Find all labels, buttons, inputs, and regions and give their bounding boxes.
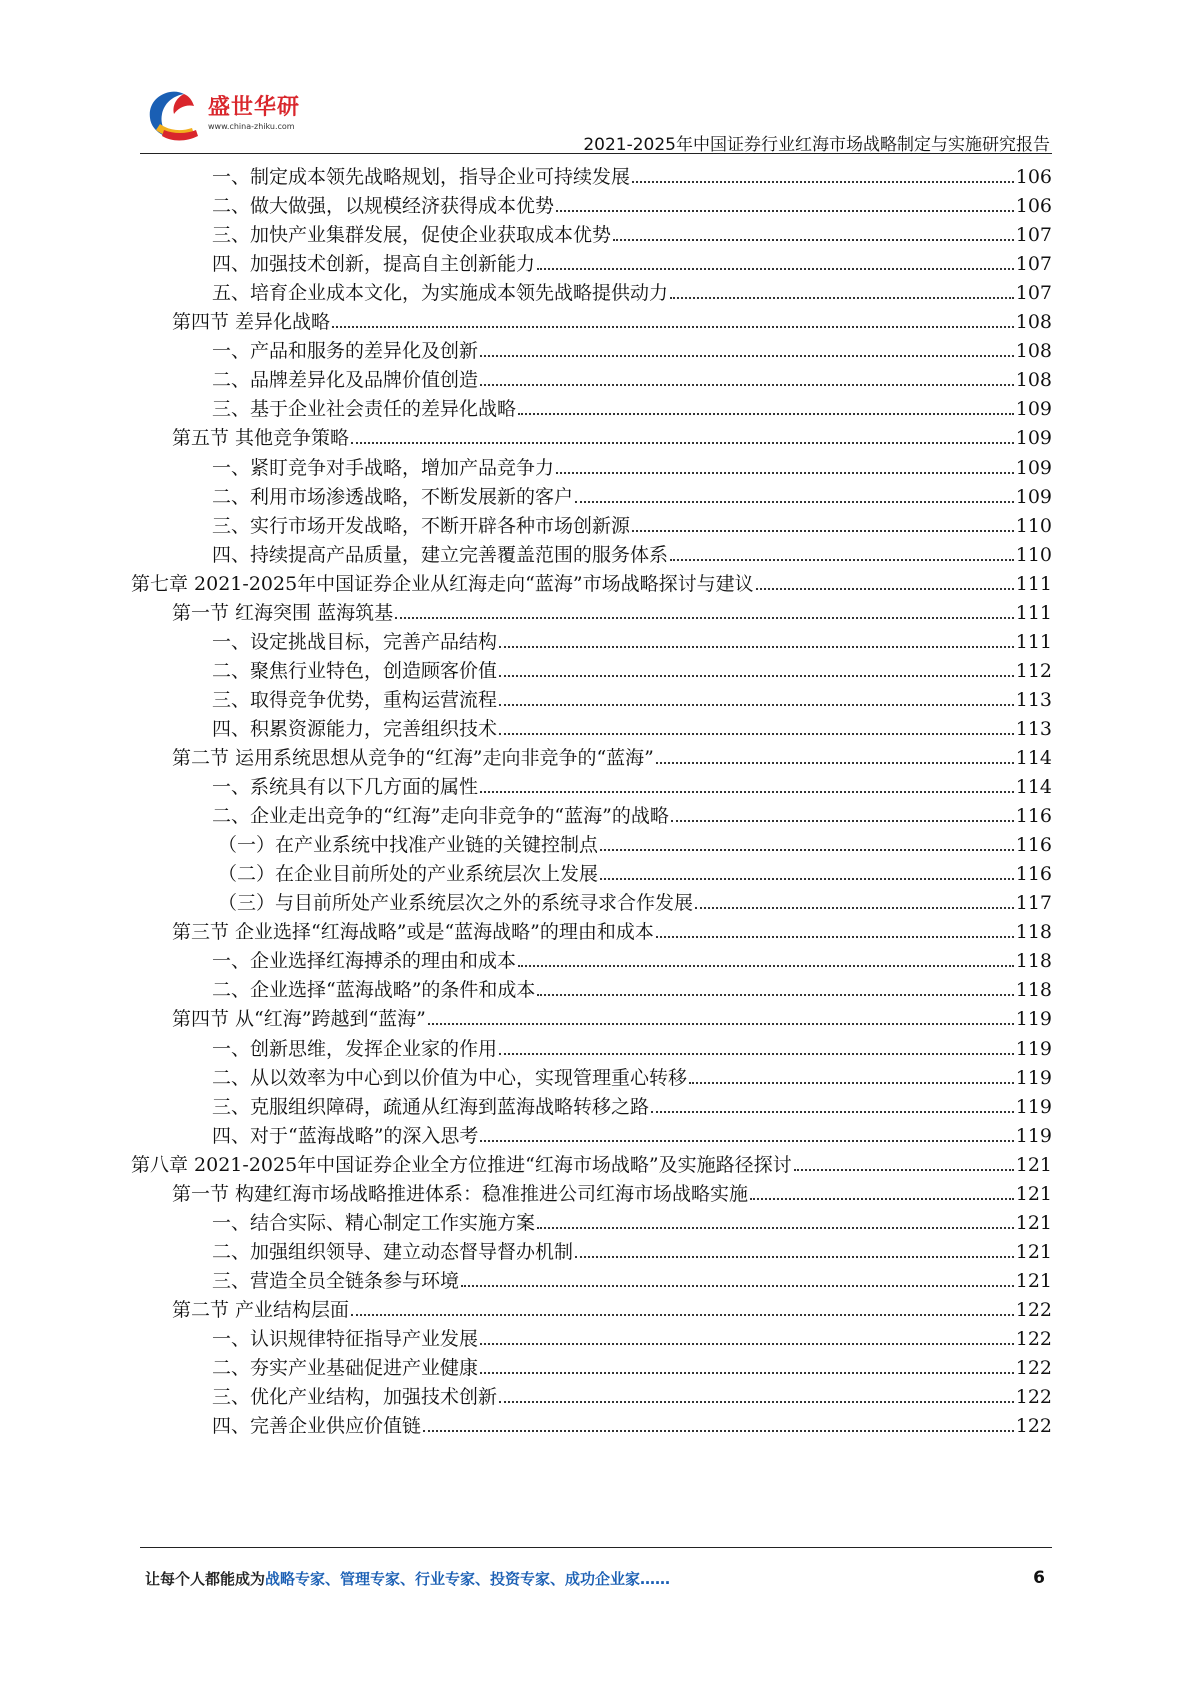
toc-dot-leader bbox=[695, 907, 1014, 909]
toc-dot-leader bbox=[499, 1053, 1014, 1055]
toc-dot-leader bbox=[794, 1169, 1014, 1171]
toc-entry-title: 二、从以效率为中心到以价值为中心，实现管理重心转移 bbox=[212, 1067, 688, 1089]
toc-dot-leader bbox=[671, 820, 1014, 822]
footer-divider bbox=[140, 1547, 1052, 1548]
toc-entry[interactable] bbox=[212, 1234, 1052, 1264]
toc-entry-title: 二、企业走出竞争的“红海”走向非竞争的“蓝海”的战略 bbox=[212, 805, 669, 827]
toc-entry[interactable] bbox=[212, 333, 1052, 363]
toc-entry-page: 111 bbox=[1015, 573, 1052, 595]
toc-entry-page: 121 bbox=[1015, 1212, 1052, 1234]
toc-entry[interactable] bbox=[212, 391, 1052, 421]
toc-entry[interactable] bbox=[172, 1001, 1052, 1031]
toc-entry[interactable] bbox=[212, 246, 1052, 276]
toc-dot-leader bbox=[423, 1430, 1014, 1432]
toc-dot-leader bbox=[556, 210, 1014, 212]
toc-entry-title: 第四节 从“红海”跨越到“蓝海” bbox=[172, 1008, 426, 1030]
toc-entry-title: 四、持续提高产品质量，建立完善覆盖范围的服务体系 bbox=[212, 544, 669, 566]
toc-entry[interactable] bbox=[212, 450, 1052, 480]
toc-dot-leader bbox=[656, 762, 1014, 764]
toc-entry[interactable] bbox=[172, 914, 1052, 944]
toc-entry[interactable] bbox=[212, 275, 1052, 305]
toc-entry[interactable] bbox=[172, 595, 1052, 625]
toc-entry-page: 110 bbox=[1015, 544, 1052, 566]
toc-dot-leader bbox=[480, 384, 1014, 386]
toc-dot-leader bbox=[632, 181, 1014, 183]
toc-entry-page: 118 bbox=[1015, 979, 1052, 1001]
toc-entry-page: 118 bbox=[1015, 921, 1052, 943]
toc-entry-page: 109 bbox=[1015, 427, 1052, 449]
toc-entry-page: 122 bbox=[1015, 1299, 1052, 1321]
toc-entry-page: 122 bbox=[1015, 1386, 1052, 1408]
toc-dot-leader bbox=[480, 1343, 1014, 1345]
toc-entry-title: 三、取得竞争优势，重构运营流程 bbox=[212, 689, 498, 711]
toc-dot-leader bbox=[651, 1111, 1014, 1113]
toc-entry-page: 108 bbox=[1015, 340, 1052, 362]
toc-dot-leader bbox=[656, 936, 1014, 938]
toc-entry-title: 一、产品和服务的差异化及创新 bbox=[212, 340, 479, 362]
toc-entry-page: 113 bbox=[1015, 718, 1052, 740]
brand-url: www.china-zhiku.com bbox=[208, 122, 295, 131]
toc-entry-title: 一、认识规律特征指导产业发展 bbox=[212, 1328, 479, 1350]
toc-dot-leader bbox=[499, 646, 1014, 648]
toc-entry-page: 114 bbox=[1015, 747, 1052, 769]
toc-entry-title: 五、培育企业成本文化，为实施成本领先战略提供动力 bbox=[212, 282, 669, 304]
toc-entry-title: 四、完善企业供应价值链 bbox=[212, 1415, 422, 1437]
slogan-prefix: 让每个人都能成为 bbox=[145, 1570, 266, 1588]
toc-entry-title: 一、系统具有以下几方面的属性 bbox=[212, 776, 479, 798]
toc-entry-title: 三、加快产业集群发展，促使企业获取成本优势 bbox=[212, 224, 612, 246]
toc-entry-title: 第一节 红海突围 蓝海筑基 bbox=[172, 602, 394, 624]
slogan-highlight: 战略专家、管理专家、行业专家、投资专家、成功企业家…… bbox=[265, 1570, 671, 1588]
toc-entry-title: 第四节 差异化战略 bbox=[172, 311, 331, 333]
page-footer bbox=[145, 1568, 1045, 1594]
toc-entry-page: 111 bbox=[1015, 602, 1052, 624]
toc-entry-title: 第二节 产业结构层面 bbox=[172, 1299, 350, 1321]
toc-entry-title: 一、结合实际、精心制定工作实施方案 bbox=[212, 1212, 536, 1234]
toc-dot-leader bbox=[480, 355, 1014, 357]
toc-entry[interactable] bbox=[212, 943, 1052, 973]
toc-entry-page: 119 bbox=[1015, 1125, 1052, 1147]
toc-entry-title: 第一节 构建红海市场战略推进体系：稳准推进公司红海市场战略实施 bbox=[172, 1183, 749, 1205]
toc-entry[interactable] bbox=[212, 1118, 1052, 1148]
toc-entry-title: （一）在产业系统中找准产业链的关键控制点 bbox=[218, 834, 599, 856]
toc-dot-leader bbox=[575, 501, 1014, 503]
toc-entry[interactable] bbox=[212, 972, 1052, 1002]
toc-entry[interactable] bbox=[218, 856, 1052, 886]
toc-entry-page: 119 bbox=[1015, 1096, 1052, 1118]
toc-dot-leader bbox=[499, 733, 1014, 735]
toc-entry-page: 122 bbox=[1015, 1328, 1052, 1350]
toc-entry[interactable] bbox=[172, 1292, 1052, 1322]
toc-entry[interactable] bbox=[212, 769, 1052, 799]
toc-entry-title: 二、企业选择“蓝海战略”的条件和成本 bbox=[212, 979, 536, 1001]
toc-entry-page: 121 bbox=[1015, 1241, 1052, 1263]
toc-entry-title: 三、实行市场开发战略，不断开辟各种市场创新源 bbox=[212, 515, 631, 537]
toc-entry[interactable] bbox=[212, 1379, 1052, 1409]
toc-entry[interactable] bbox=[212, 1408, 1052, 1438]
logo-emblem-icon bbox=[140, 84, 210, 146]
toc-entry-title: 二、聚焦行业特色，创造顾客价值 bbox=[212, 660, 498, 682]
toc-dot-leader bbox=[670, 297, 1014, 299]
page-header bbox=[140, 78, 1050, 155]
toc-entry[interactable] bbox=[212, 1350, 1052, 1380]
toc-entry-title: 二、做大做强，以规模经济获得成本优势 bbox=[212, 195, 555, 217]
toc-entry-title: （三）与目前所处产业系统层次之外的系统寻求合作发展 bbox=[218, 892, 694, 914]
toc-entry[interactable] bbox=[212, 1089, 1052, 1119]
toc-entry-title: 二、夯实产业基础促进产业健康 bbox=[212, 1357, 479, 1379]
toc-dot-leader bbox=[499, 704, 1014, 706]
toc-entry-title: 二、加强组织领导、建立动态督导督办机制 bbox=[212, 1241, 574, 1263]
toc-entry[interactable] bbox=[172, 420, 1052, 450]
toc-entry-title: 四、积累资源能力，完善组织技术 bbox=[212, 718, 498, 740]
toc-entry-page: 119 bbox=[1015, 1008, 1052, 1030]
toc-entry-title: 第二节 运用系统思想从竞争的“红海”走向非竞争的“蓝海” bbox=[172, 747, 654, 769]
toc-entry[interactable] bbox=[212, 624, 1052, 654]
toc-entry-title: 二、品牌差异化及品牌价值创造 bbox=[212, 369, 479, 391]
toc-entry-page: 110 bbox=[1015, 515, 1052, 537]
toc-entry-title: 第五节 其他竞争策略 bbox=[172, 427, 350, 449]
toc-entry-title: 三、优化产业结构，加强技术创新 bbox=[212, 1386, 498, 1408]
toc-entry[interactable] bbox=[212, 653, 1052, 683]
toc-entry-page: 109 bbox=[1015, 486, 1052, 508]
toc-entry[interactable] bbox=[212, 537, 1052, 567]
toc-entry[interactable] bbox=[212, 798, 1052, 828]
toc-dot-leader bbox=[600, 849, 1014, 851]
toc-entry-title: 一、企业选择红海搏杀的理由和成本 bbox=[212, 950, 517, 972]
toc-dot-leader bbox=[480, 1372, 1014, 1374]
toc-dot-leader bbox=[632, 530, 1014, 532]
toc-entry-page: 116 bbox=[1015, 805, 1052, 827]
toc-entry-page: 106 bbox=[1015, 166, 1052, 188]
toc-entry-title: 第七章 2021-2025年中国证券企业从红海走向“蓝海”市场战略探讨与建议 bbox=[131, 573, 754, 595]
toc-entry-title: 二、利用市场渗透战略，不断发展新的客户 bbox=[212, 486, 574, 508]
toc-entry-page: 116 bbox=[1015, 834, 1052, 856]
toc-dot-leader bbox=[428, 1023, 1014, 1025]
toc-entry-page: 121 bbox=[1015, 1183, 1052, 1205]
toc-entry-title: 四、加强技术创新，提高自主创新能力 bbox=[212, 253, 536, 275]
toc-entry-title: 四、对于“蓝海战略”的深入思考 bbox=[212, 1125, 479, 1147]
toc-dot-leader bbox=[613, 239, 1014, 241]
toc-entry[interactable] bbox=[212, 1060, 1052, 1090]
toc-dot-leader bbox=[750, 1198, 1014, 1200]
toc-entry[interactable] bbox=[172, 740, 1052, 770]
toc-dot-leader bbox=[518, 965, 1014, 967]
toc-entry-title: 三、克服组织障碍，疏通从红海到蓝海战略转移之路 bbox=[212, 1096, 650, 1118]
toc-dot-leader bbox=[575, 1256, 1014, 1258]
toc-entry-page: 111 bbox=[1015, 631, 1052, 653]
toc-dot-leader bbox=[756, 588, 1014, 590]
toc-entry-title: 一、创新思维，发挥企业家的作用 bbox=[212, 1038, 498, 1060]
toc-dot-leader bbox=[499, 675, 1014, 677]
toc-entry[interactable] bbox=[218, 827, 1052, 857]
toc-dot-leader bbox=[395, 617, 1014, 619]
toc-entry-title: 一、紧盯竞争对手战略，增加产品竞争力 bbox=[212, 457, 555, 479]
toc-entry-page: 114 bbox=[1015, 776, 1052, 798]
toc-dot-leader bbox=[351, 442, 1014, 444]
toc-dot-leader bbox=[556, 472, 1014, 474]
toc-dot-leader bbox=[480, 1140, 1013, 1142]
toc-dot-leader bbox=[461, 1285, 1014, 1287]
toc-dot-leader bbox=[689, 1082, 1014, 1084]
toc-entry[interactable] bbox=[131, 1147, 1052, 1177]
toc-entry[interactable] bbox=[212, 1031, 1052, 1061]
toc-dot-leader bbox=[600, 878, 1014, 880]
toc-entry-page: 117 bbox=[1015, 892, 1052, 914]
toc-entry[interactable] bbox=[172, 1176, 1052, 1206]
toc-entry-page: 109 bbox=[1015, 457, 1052, 479]
toc-entry[interactable] bbox=[212, 508, 1052, 538]
toc-entry[interactable] bbox=[212, 1205, 1052, 1235]
report-title: 2021-2025年中国证券行业红海市场战略制定与实施研究报告 bbox=[583, 135, 1050, 155]
toc-entry-page: 119 bbox=[1015, 1067, 1052, 1089]
toc-entry-page: 118 bbox=[1015, 950, 1052, 972]
toc-dot-leader bbox=[518, 413, 1014, 415]
toc-entry[interactable] bbox=[172, 304, 1052, 334]
toc-entry-page: 119 bbox=[1015, 1038, 1052, 1060]
toc-entry-page: 108 bbox=[1015, 311, 1052, 333]
toc-entry[interactable] bbox=[212, 159, 1052, 189]
toc-entry-page: 108 bbox=[1015, 369, 1052, 391]
toc-entry[interactable] bbox=[212, 682, 1052, 712]
toc-dot-leader bbox=[670, 559, 1014, 561]
toc-entry-page: 112 bbox=[1015, 660, 1052, 682]
toc-entry-page: 121 bbox=[1015, 1270, 1052, 1292]
toc-dot-leader bbox=[537, 994, 1013, 996]
toc-entry[interactable] bbox=[212, 1263, 1052, 1293]
toc-entry-page: 122 bbox=[1015, 1415, 1052, 1437]
toc-entry[interactable] bbox=[212, 188, 1052, 218]
toc-entry-title: （二）在企业目前所处的产业系统层次上发展 bbox=[218, 863, 599, 885]
toc-entry[interactable] bbox=[212, 217, 1052, 247]
toc-entry-page: 109 bbox=[1015, 398, 1052, 420]
toc-entry[interactable] bbox=[212, 479, 1052, 509]
toc-entry-title: 第三节 企业选择“红海战略”或是“蓝海战略”的理由和成本 bbox=[172, 921, 654, 943]
toc-entry-title: 三、营造全员全链条参与环境 bbox=[212, 1270, 460, 1292]
page-number: 6 bbox=[1033, 1568, 1045, 1588]
toc-entry-page: 122 bbox=[1015, 1357, 1052, 1379]
company-logo bbox=[140, 84, 320, 144]
toc-entry-page: 121 bbox=[1015, 1154, 1052, 1176]
toc-entry[interactable] bbox=[218, 885, 1052, 915]
toc-entry-page: 107 bbox=[1015, 282, 1052, 304]
toc-entry-page: 116 bbox=[1015, 863, 1052, 885]
toc-dot-leader bbox=[332, 326, 1014, 328]
toc-dot-leader bbox=[351, 1314, 1014, 1316]
toc-entry-title: 三、基于企业社会责任的差异化战略 bbox=[212, 398, 517, 420]
toc-entry-title: 一、制定成本领先战略规划，指导企业可持续发展 bbox=[212, 166, 631, 188]
header-divider bbox=[140, 153, 1052, 154]
toc-dot-leader bbox=[537, 268, 1014, 270]
toc-entry[interactable] bbox=[131, 566, 1052, 596]
toc-entry-title: 第八章 2021-2025年中国证券企业全方位推进“红海市场战略”及实施路径探讨 bbox=[131, 1154, 792, 1176]
toc-entry-page: 107 bbox=[1015, 253, 1052, 275]
toc-entry-page: 113 bbox=[1015, 689, 1052, 711]
toc-dot-leader bbox=[499, 1401, 1014, 1403]
toc-entry-page: 107 bbox=[1015, 224, 1052, 246]
toc-dot-leader bbox=[480, 791, 1014, 793]
toc-entry-title: 一、设定挑战目标，完善产品结构 bbox=[212, 631, 498, 653]
toc-entry[interactable] bbox=[212, 711, 1052, 741]
toc-entry[interactable] bbox=[212, 362, 1052, 392]
toc-entry[interactable] bbox=[212, 1321, 1052, 1351]
footer-slogan bbox=[145, 1568, 670, 1589]
brand-name: 盛世华研 bbox=[208, 95, 301, 120]
toc-entry-page: 106 bbox=[1015, 195, 1052, 217]
toc-dot-leader bbox=[537, 1227, 1014, 1229]
